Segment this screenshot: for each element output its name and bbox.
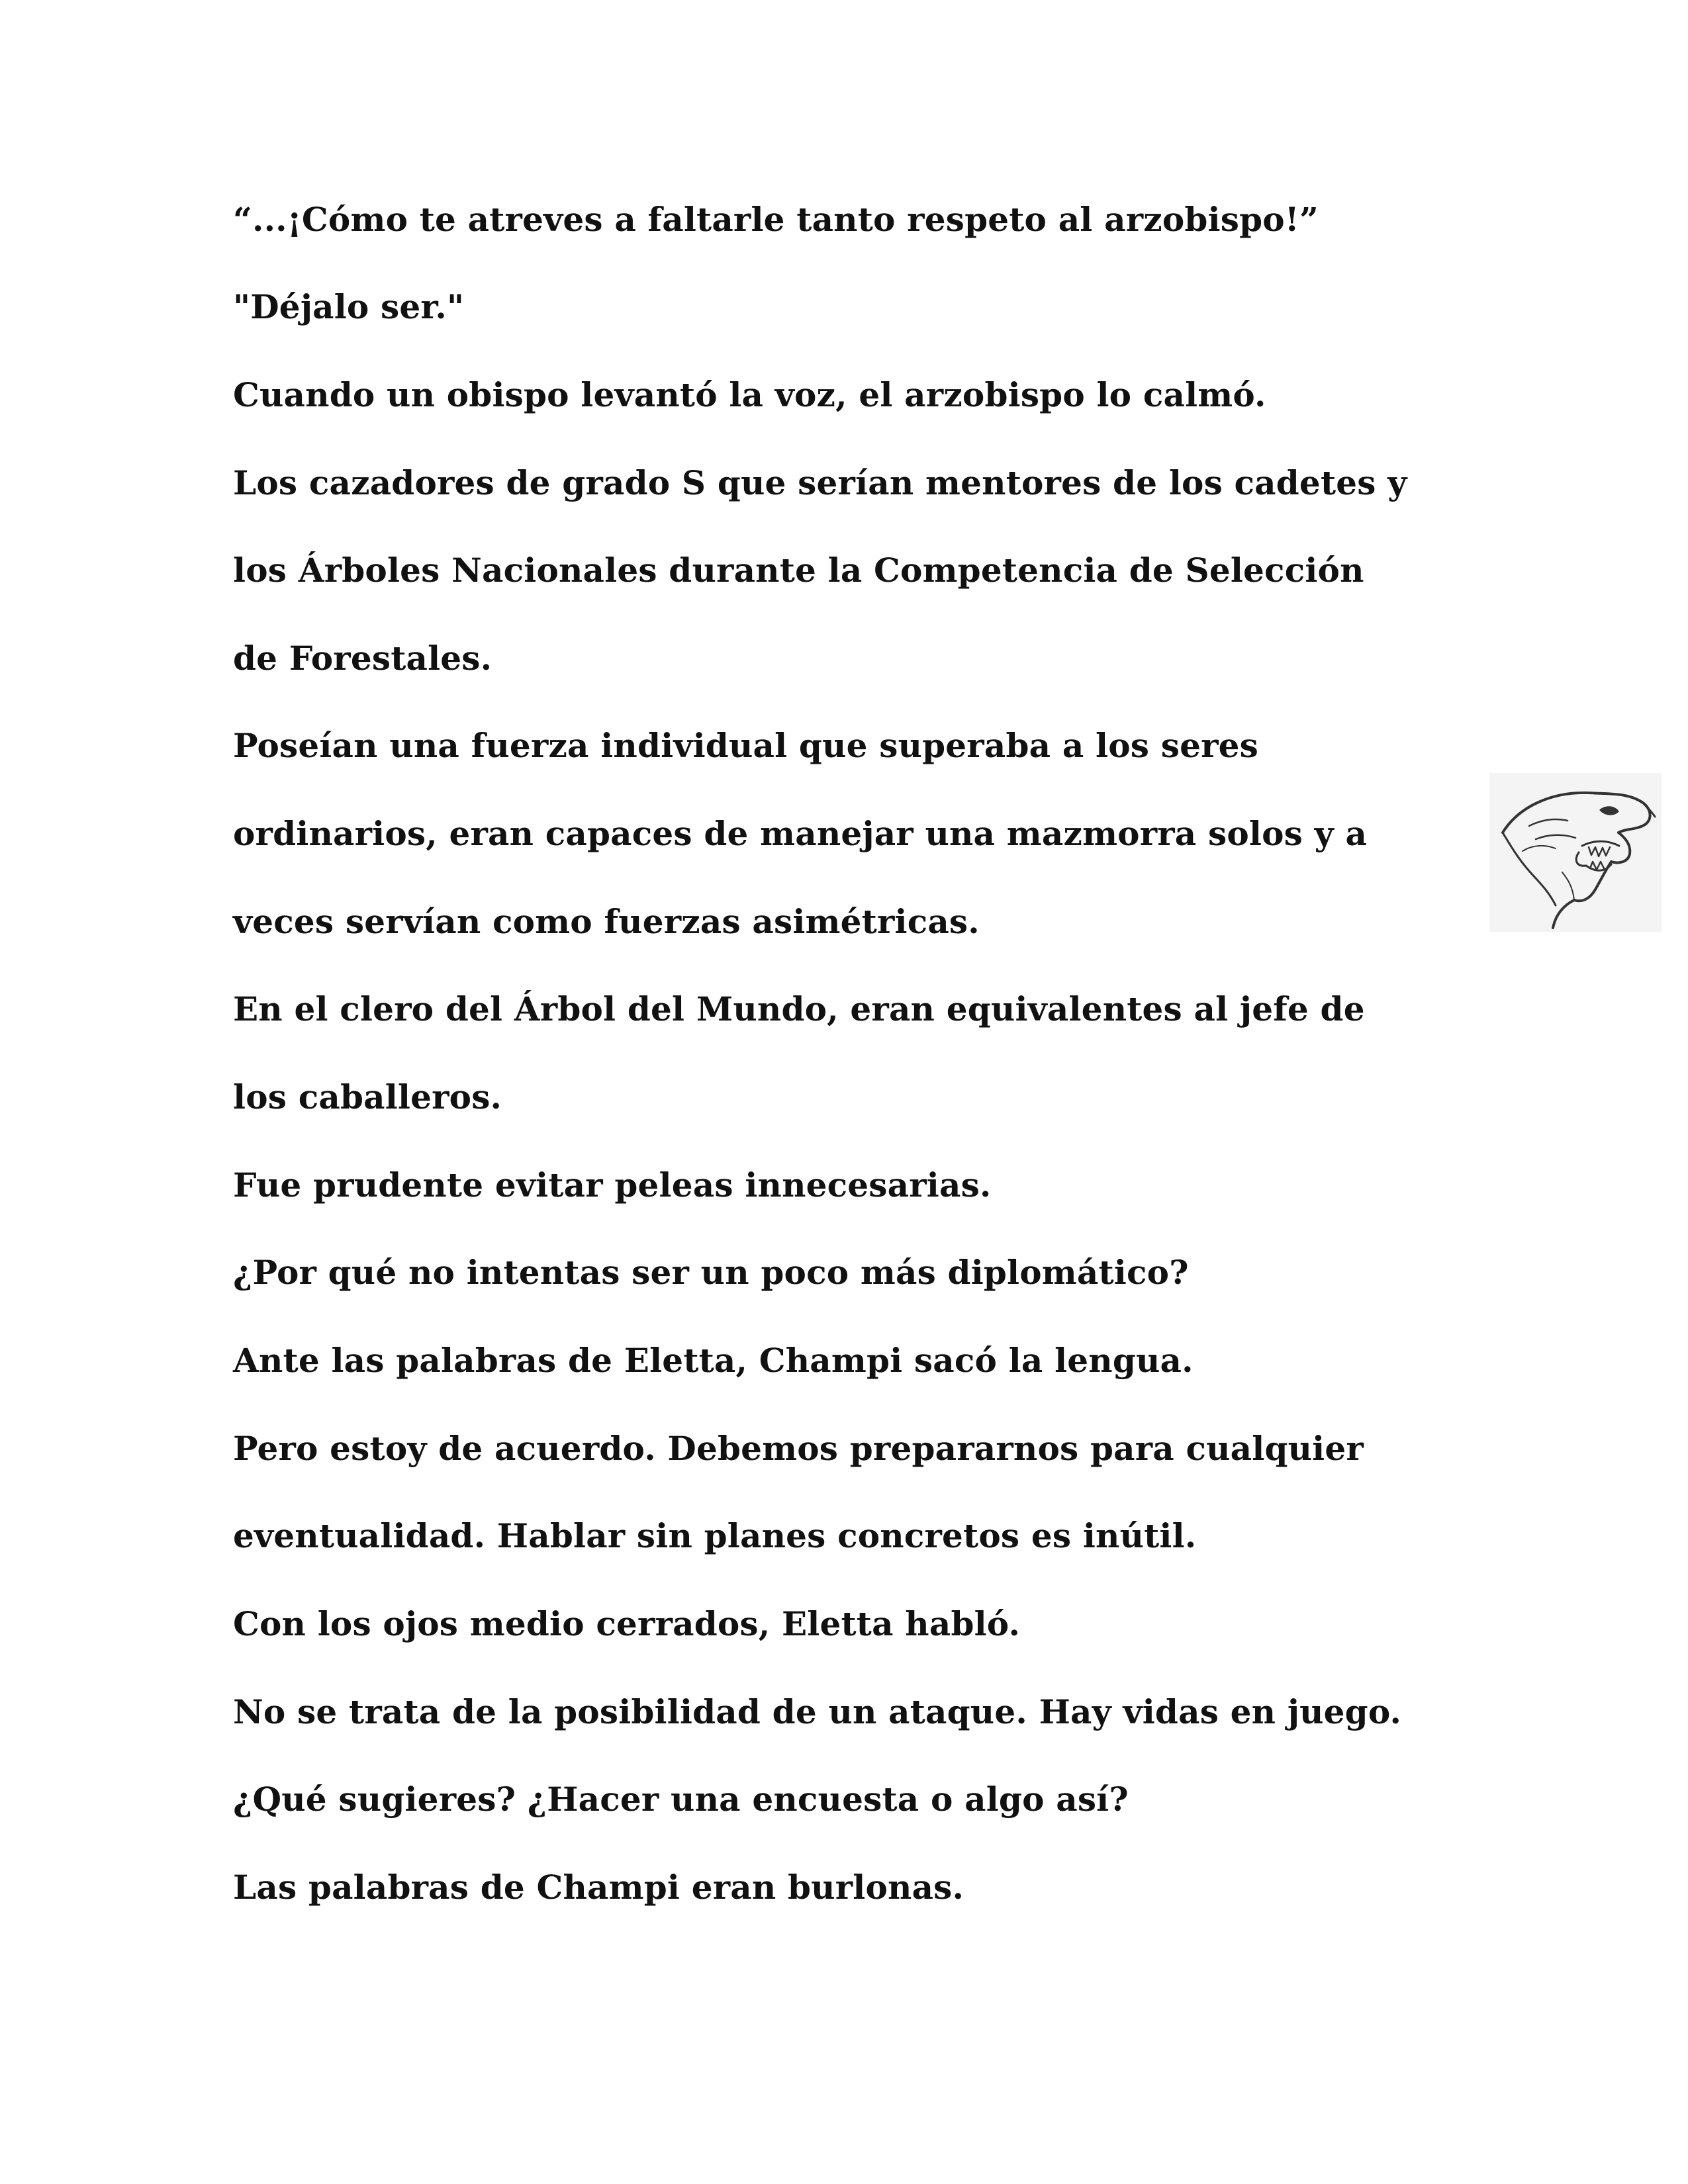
text-line: de Forestales. [233,639,492,678]
text-line: ¿Por qué no intentas ser un poco más diplomático? [233,1253,1189,1292]
text-line: No se trata de la posibilidad de un ataque. Hay vidas en juego. [233,1692,1402,1731]
text-line: Los cazadores de grado S que serían mentores de los cadetes y [233,463,1407,502]
text-line: ordinarios, eran capaces de manejar una mazmorra solos y a [233,814,1368,853]
text-line: "Déjalo ser." [233,287,465,326]
text-line: Poseían una fuerza individual que superaba a los seres [233,726,1258,765]
text-line: ¿Qué sugieres? ¿Hacer una encuesta o algo así? [233,1780,1129,1819]
text-line: eventualidad. Hablar sin planes concretos es inútil. [233,1516,1197,1555]
text-line: los caballeros. [233,1077,502,1116]
text-line: Con los ojos medio cerrados, Eletta habló. [233,1604,1021,1643]
text-line: Fue prudente evitar peleas innecesarias. [233,1165,992,1205]
text-line: En el clero del Árbol del Mundo, eran equivalentes al jefe de [233,989,1365,1028]
text-line: Pero estoy de acuerdo. Debemos prepararnos para cualquier [233,1429,1364,1468]
text-line: Cuando un obispo levantó la voz, el arzobispo lo calmó. [233,375,1266,414]
text-line: Las palabras de Champi eran burlonas. [233,1868,964,1907]
text-line: veces servían como fuerzas asimétricas. [233,902,980,941]
text-line: los Árboles Nacionales durante la Competencia de Selección [233,551,1364,590]
text-line: Ante las palabras de Eletta, Champi sacó la lengua. [233,1341,1194,1380]
dinosaur-head-icon [1489,773,1662,932]
text-line: “...¡Cómo te atreves a faltarle tanto respeto al arzobispo!” [233,200,1319,239]
